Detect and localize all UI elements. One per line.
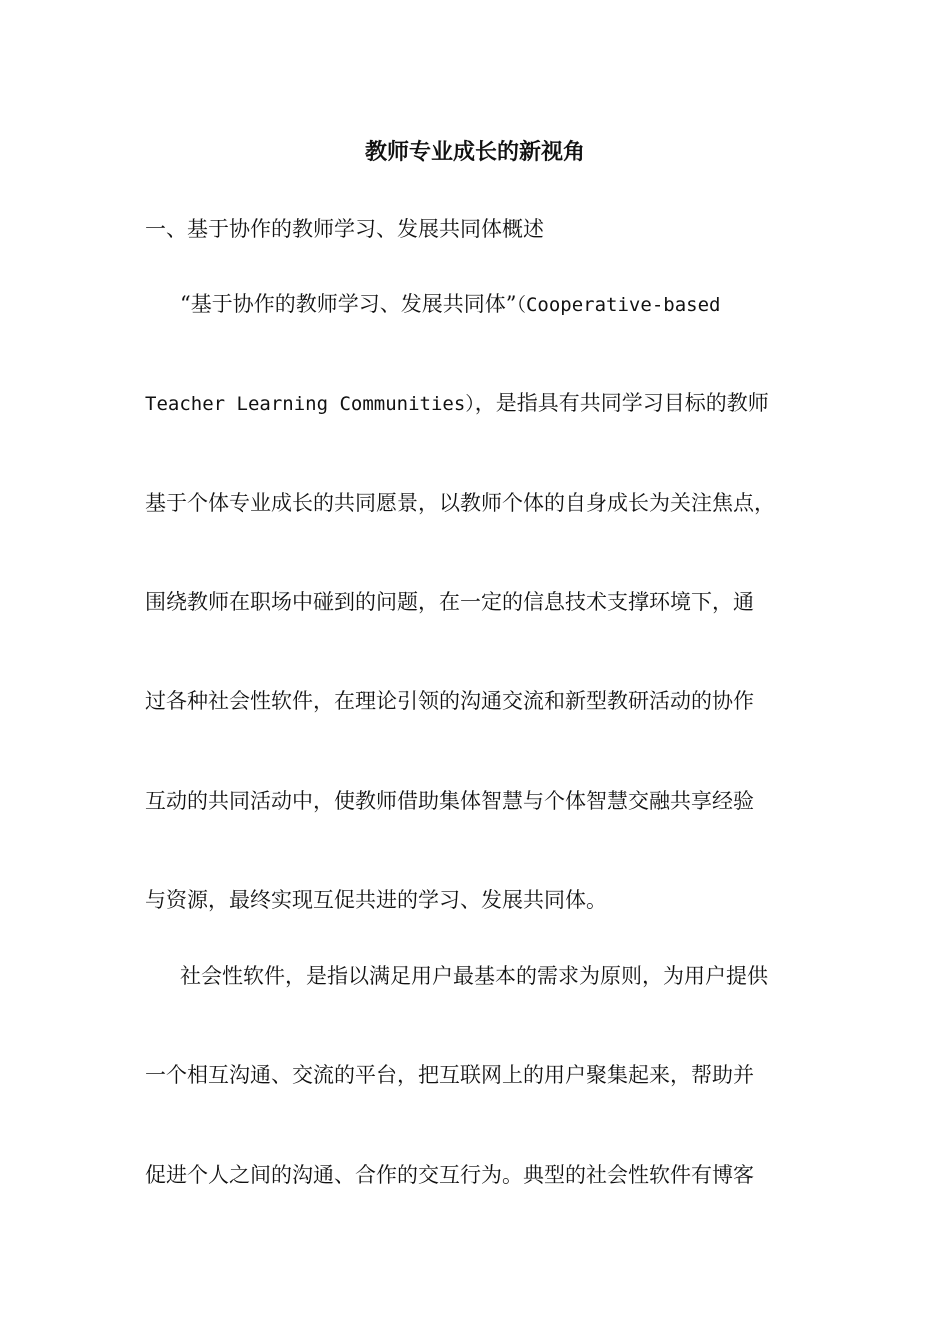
paragraph-2-line-3: 促进个人之间的沟通、合作的交互行为。典型的社会性软件有博客 <box>145 1163 754 1187</box>
paragraph-1-line-2 <box>145 388 810 419</box>
paragraph-1-line-6: 互动的共同活动中，使教师借助集体智慧与个体智慧交融共享经验 <box>145 789 754 813</box>
paragraph-1-line-1-en: （Cooperative-based <box>516 294 721 316</box>
paragraph-1-line-1 <box>180 289 810 320</box>
paragraph-1-line-5: 过各种社会性软件，在理论引领的沟通交流和新型教研活动的协作 <box>145 689 754 713</box>
paragraph-2-line-2: 一个相互沟通、交流的平台，把互联网上的用户聚集起来，帮助并 <box>145 1063 754 1087</box>
paragraph-1-line-2-en: Teacher Learning Communities） <box>145 393 475 415</box>
paragraph-1-line-4: 围绕教师在职场中碰到的问题，在一定的信息技术支撑环境下，通 <box>145 590 754 614</box>
paragraph-1-line-3: 基于个体专业成长的共同愿景，以教师个体的自身成长为关注焦点， <box>145 491 775 515</box>
paragraph-1-line-7: 与资源，最终实现互促共进的学习、发展共同体。 <box>145 888 607 912</box>
paragraph-1-line-1-cn: “基于协作的教师学习、发展共同体” <box>180 292 517 316</box>
paragraph-1-line-2-cn: ，是指具有共同学习目标的教师 <box>474 391 769 415</box>
section-heading: 一、基于协作的教师学习、发展共同体概述 <box>145 217 544 241</box>
document-title: 教师专业成长的新视角 <box>364 139 585 165</box>
paragraph-2-line-1: 社会性软件，是指以满足用户最基本的需求为原则，为用户提供 <box>180 964 768 988</box>
